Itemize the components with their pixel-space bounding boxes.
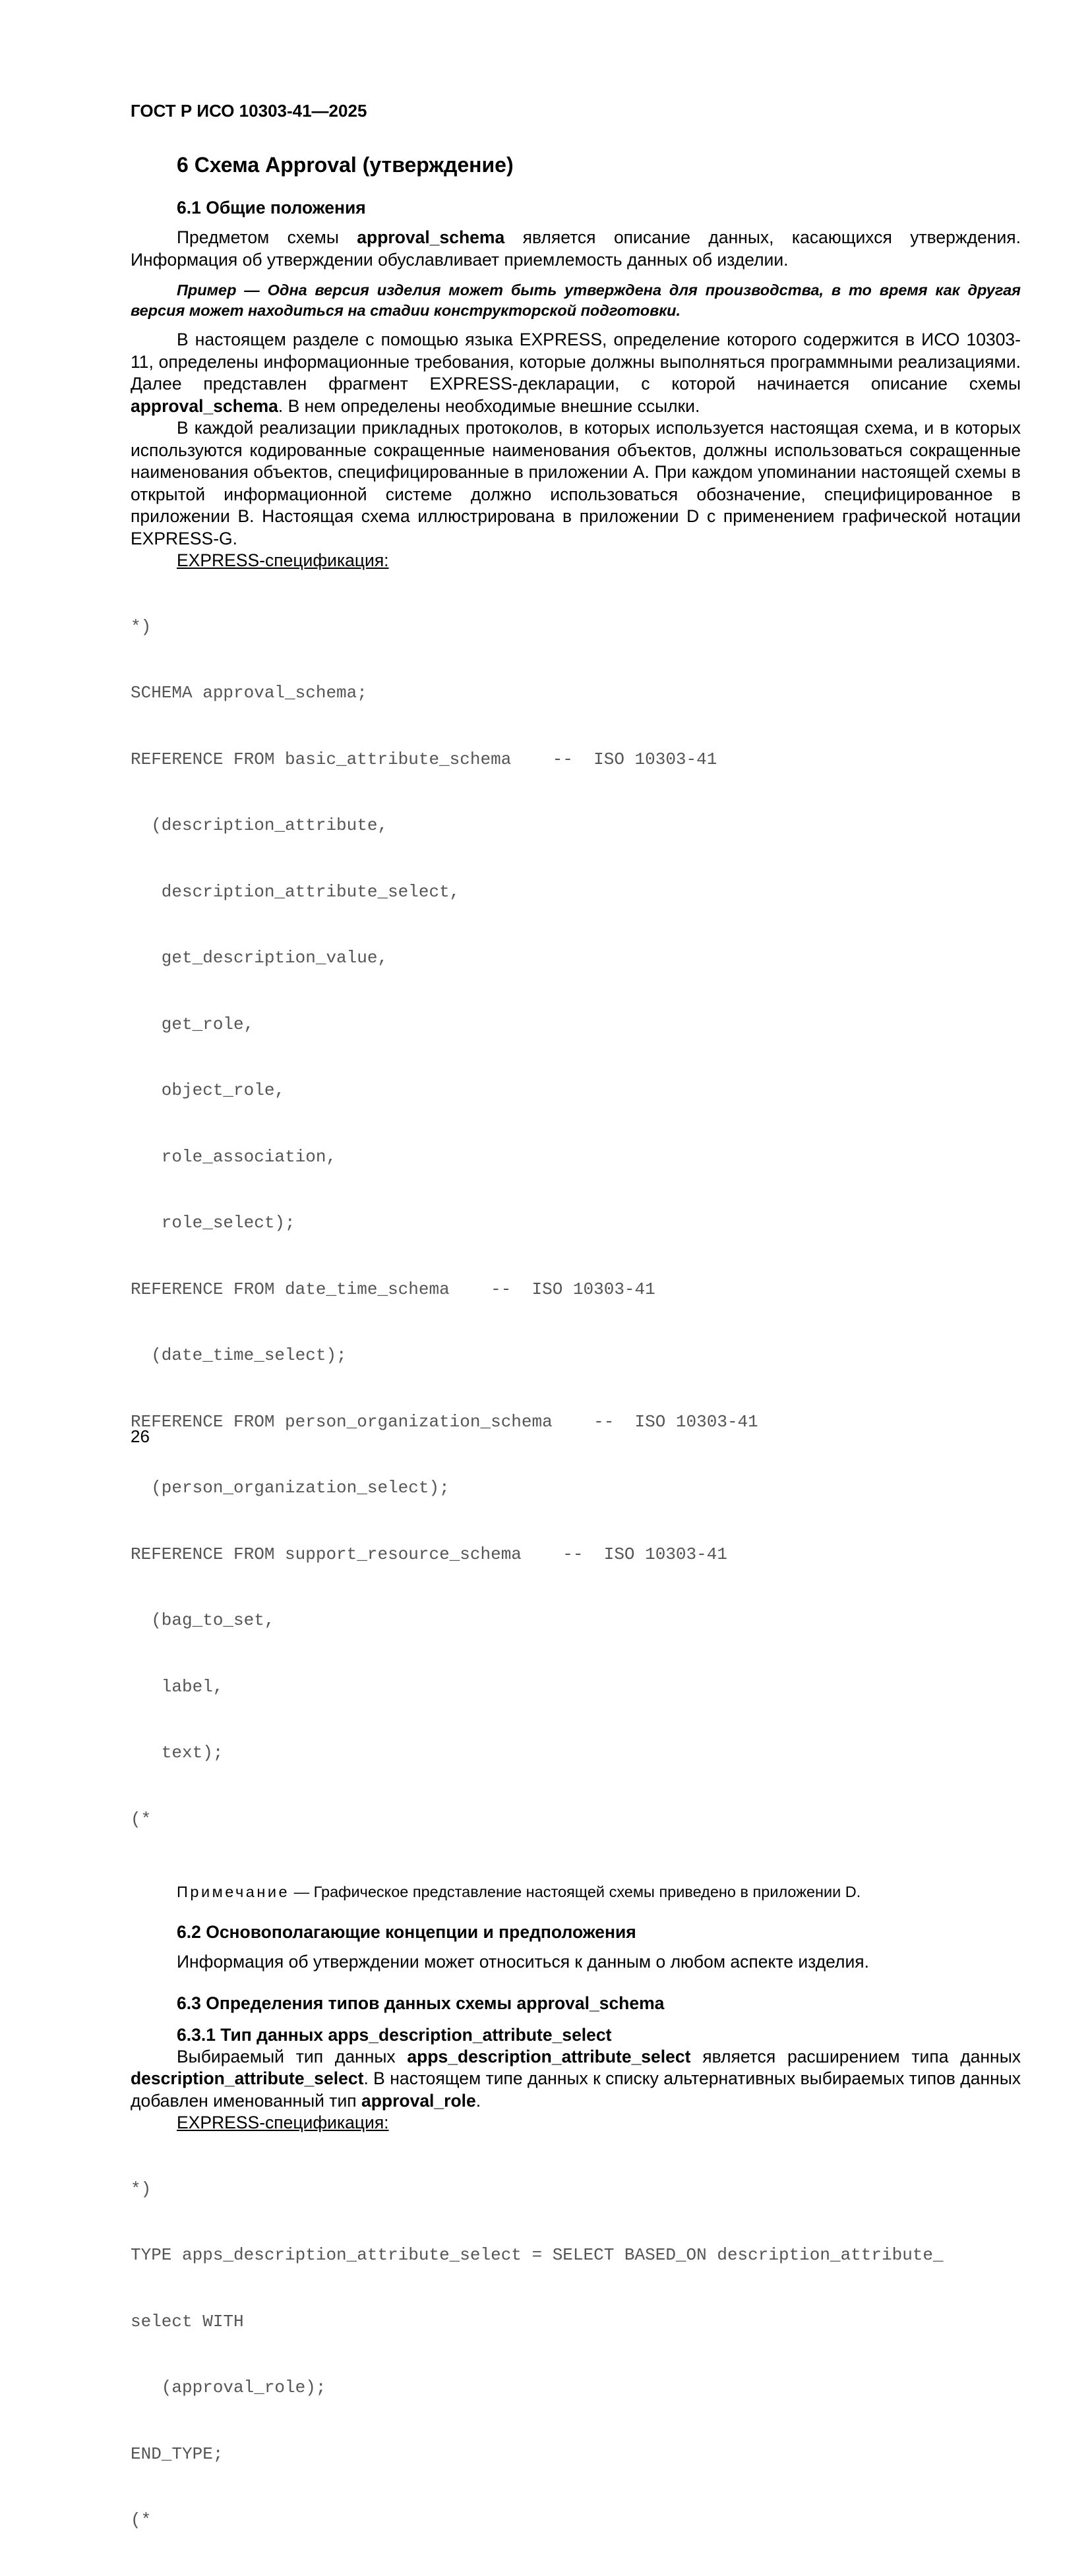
note-label: Примечание (177, 1883, 290, 1900)
code-line: role_select); (131, 1213, 295, 1233)
document-header-code: ГОСТ Р ИСО 10303-41—2025 (131, 101, 367, 121)
code-line: description_attribute_select, (131, 881, 460, 902)
code-line: SCHEMA approval_schema; (131, 683, 367, 703)
document-page (131, 92, 1021, 2576)
code-line: role_association, (131, 1146, 337, 1167)
code-line: *) (131, 616, 152, 637)
code-line: REFERENCE FROM support_resource_schema -- ISO 10303-41 (131, 1544, 727, 1564)
code-line: REFERENCE FROM person_organization_schema -- ISO 10303-41 (131, 1411, 758, 1432)
section-6-1-paragraph-3: В каждой реализации прикладных протоколов, в которых используется настоящая схема, и в которых используются кодированные сокращенные наименования объектов, должны использоваться сокращенные наименования объектов, специфицированные в приложении А. При каждом упоминании настоящей схемы в открытой информационной системе должно использоваться обозначение, специфицированное в приложении В. Настоящая схема иллюстрирована в приложении D с применением графической нотации EXPRESS-G. (131, 418, 1021, 548)
code-line: TYPE apps_description_attribute_select = SELECT BASED_ON description_attribute_ (131, 2245, 944, 2265)
code-line: label, (131, 1676, 224, 1697)
section-6-3-title: 6.3 Определения типов данных схемы approval_schema (177, 1993, 665, 2013)
section-6-1-paragraph-1: Предметом схемы approval_schema является описание данных, касающихся утверждения. Информация об утверждении обуславливает приемлемость данных об изделии. (131, 227, 1021, 270)
example-text: Пример — Одна версия изделия может быть утверждена для производства, в то время как другая версия может находиться на стадии конструкторской подготовки. (131, 281, 1021, 319)
section-6-title: 6 Схема Approval (утверждение) (177, 153, 514, 177)
code-line: (description_attribute, (131, 815, 388, 835)
code-line: REFERENCE FROM date_time_schema -- ISO 10303-41 (131, 1279, 655, 1299)
code-line: text); (131, 1743, 224, 1763)
code-line: (* (131, 1809, 152, 1829)
section-6-3-1-title: 6.3.1 Тип данных apps_description_attribute_select (177, 2024, 612, 2045)
code-line: *) (131, 2179, 152, 2199)
express-code-block-1 (131, 572, 1021, 1875)
code-line: REFERENCE FROM basic_attribute_schema -- ISO 10303-41 (131, 749, 717, 769)
express-spec-label: EXPRESS-спецификация: (177, 550, 389, 570)
code-line: get_role, (131, 1014, 255, 1034)
code-line: END_TYPE; (131, 2444, 224, 2464)
code-line: (date_time_select); (131, 1345, 347, 1365)
code-line: object_role, (131, 1080, 286, 1100)
section-6-2-title: 6.2 Основополагающие концепции и предположения (177, 1922, 636, 1942)
express-code-block-2 (131, 2134, 1021, 2576)
page-number: 26 (131, 1426, 150, 1446)
code-line: get_description_value, (131, 948, 388, 968)
note-text: — Графическое представление настоящей схемы приведено в приложении D. (293, 1883, 861, 1900)
section-6-3-1-paragraph-1: Выбираемый тип данных apps_description_attribute_select является расширением типа данных description_attribute_select. В настоящем типе данных к списку альтернативных выбираемых типов данных добавлен именованный тип approval_role. (131, 2046, 1021, 2111)
section-6-1-paragraph-2: В настоящем разделе с помощью языка EXPRESS, определение которого содержится в ИСО 10303-11, определены информационные требования, которые должны выполняться программными реализациями. Далее представлен фрагмент EXPRESS-декларации, с которой начинается описание схемы approval_schema. В нем определены необходимые внешние ссылки. (131, 330, 1021, 416)
code-line: (person_organization_select); (131, 1478, 450, 1498)
section-6-1-title: 6.1 Общие положения (177, 198, 366, 218)
code-line: (bag_to_set, (131, 1610, 275, 1630)
note (177, 1881, 1021, 1902)
code-line: (approval_role); (131, 2378, 326, 2397)
code-line: select WITH (131, 2311, 244, 2331)
section-6-2-paragraph-1: Информация об утверждении может относиться к данным о любом аспекте изделия. (177, 1952, 869, 1972)
express-spec-label: EXPRESS-спецификация: (177, 2113, 389, 2132)
code-line: (* (131, 2510, 152, 2530)
